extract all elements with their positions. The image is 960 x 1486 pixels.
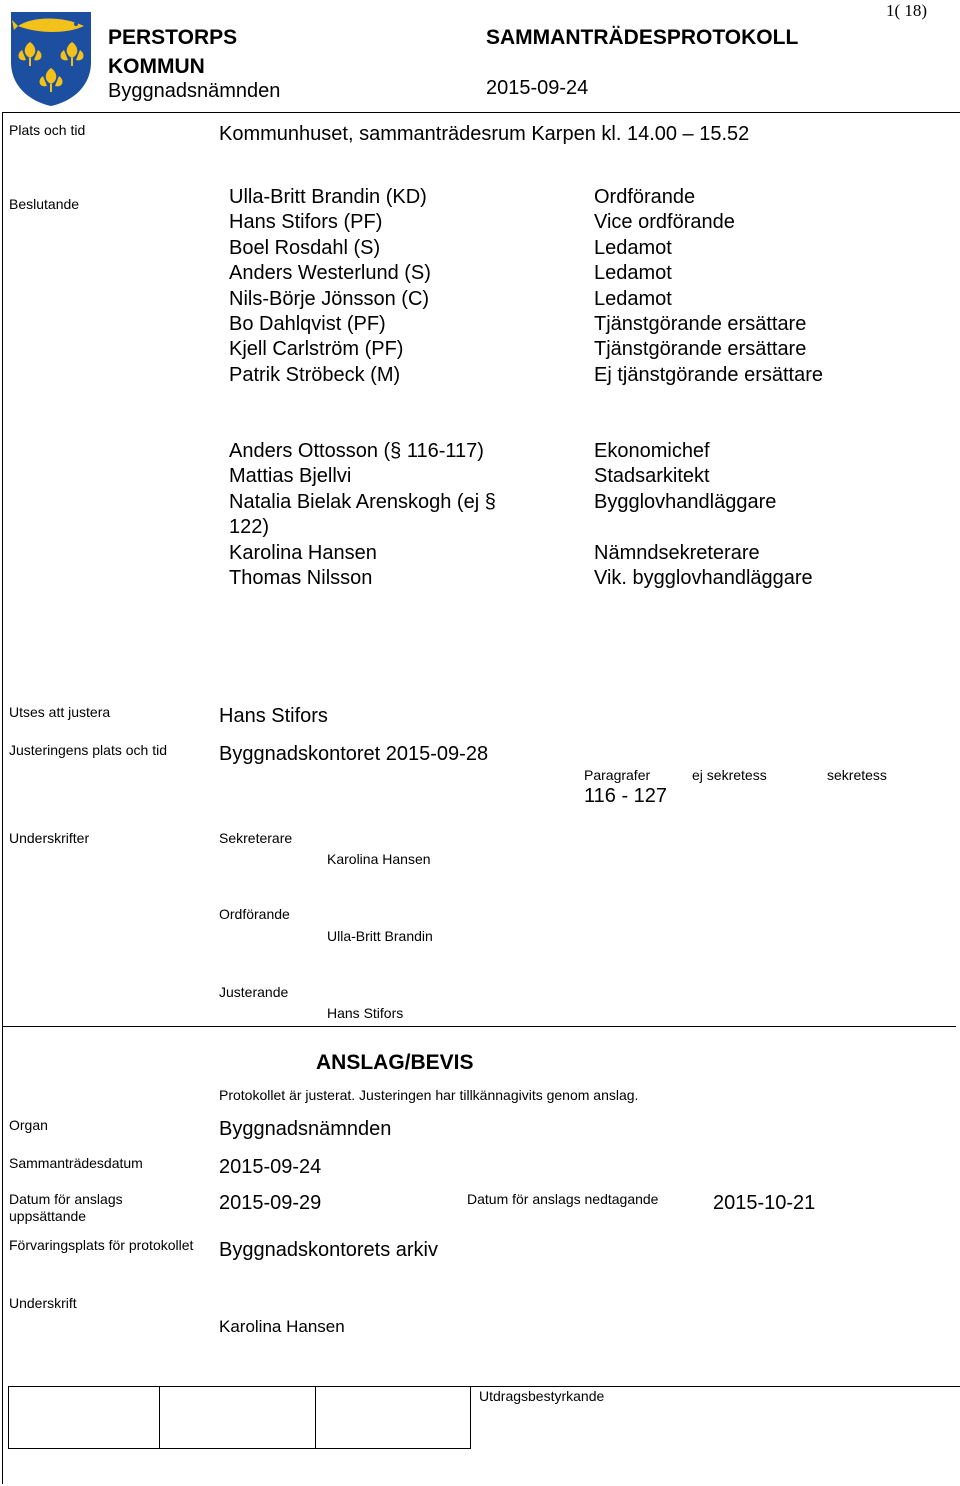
member-role: Ej tjänstgörande ersättare <box>594 363 824 386</box>
notice-statement: Protokollet är justerat. Justeringen har tillkännagivits genom anslag. <box>219 1087 639 1103</box>
storage-value: Byggnadskontorets arkiv <box>219 1239 439 1261</box>
adjuster-label: Utses att justera <box>9 704 111 720</box>
extract-divider <box>470 1386 471 1448</box>
adjuster-value: Hans Stifors <box>219 705 328 727</box>
other-role: Ekonomichef <box>594 440 710 462</box>
extract-rule-top <box>8 1386 960 1387</box>
signature-name: Hans Stifors <box>327 1005 404 1021</box>
signature-value: Karolina Hansen <box>219 1317 345 1336</box>
member-name: Boel Rosdahl (S) <box>229 236 381 259</box>
other-name: Anders Ottosson (§ 116-117) <box>229 440 484 462</box>
member-role: Ledamot <box>594 236 672 259</box>
org-name-line2: KOMMUN <box>108 55 205 78</box>
committee-name: Byggnadsnämnden <box>108 80 281 102</box>
posted-label-line2: uppsättande <box>9 1208 87 1224</box>
signature-label: Underskrift <box>9 1295 77 1311</box>
member-name: Anders Westerlund (S) <box>229 262 431 285</box>
meeting-date-value: 2015-09-24 <box>219 1156 322 1178</box>
place-time-value: Kommunhuset, sammanträdesrum Karpen kl. 14.00 – 15.52 <box>219 123 750 145</box>
page-number: 1( 18) <box>886 1 928 20</box>
removed-label: Datum för anslags nedtagande <box>467 1191 659 1207</box>
extract-rule-bottom <box>8 1448 471 1449</box>
other-role: Vik. bygglovhandläggare <box>594 567 813 590</box>
member-name: Nils-Börje Jönsson (C) <box>229 287 430 310</box>
deciding-names <box>229 185 431 388</box>
place-time-label: Plats och tid <box>9 122 86 138</box>
member-name: Bo Dahlqvist (PF) <box>229 313 386 336</box>
organ-value: Byggnadsnämnden <box>219 1118 392 1140</box>
deciding-label: Beslutande <box>9 196 80 212</box>
extract-divider <box>315 1386 316 1448</box>
header-rule <box>2 112 960 113</box>
member-role: Vice ordförande <box>594 211 735 234</box>
adjust-place-value: Byggnadskontoret 2015-09-28 <box>219 743 489 765</box>
other-role: Nämndsekreterare <box>594 541 760 564</box>
member-role: Ledamot <box>594 262 672 285</box>
meeting-date-label: Sammanträdesdatum <box>9 1155 143 1171</box>
no-secrecy-label: ej sekretess <box>692 767 767 783</box>
other-role <box>594 515 813 540</box>
secrecy-label: sekretess <box>827 767 887 783</box>
paragraphs-value: 116 - 127 <box>584 785 668 807</box>
extract-label: Utdragsbestyrkande <box>479 1388 605 1404</box>
member-name: Patrik Ströbeck (M) <box>229 363 401 386</box>
other-name: Karolina Hansen <box>229 541 377 564</box>
other-name: Mattias Bjellvi <box>229 465 352 488</box>
other-name: 122) <box>229 516 270 539</box>
signatures-label: Underskrifter <box>9 830 90 846</box>
member-role: Tjänstgörande ersättare <box>594 313 807 336</box>
org-name-line1: PERSTORPS <box>108 26 238 49</box>
adjust-place-label: Justeringens plats och tid <box>9 742 167 758</box>
member-role: Tjänstgörande ersättare <box>594 338 807 361</box>
other-role: Stadsarkitekt <box>594 465 710 488</box>
paragraphs-label: Paragrafer <box>584 767 651 783</box>
member-role: Ordförande <box>594 186 696 208</box>
notice-title: ANSLAG/BEVIS <box>316 1051 474 1074</box>
removed-value: 2015-10-21 <box>713 1192 816 1214</box>
member-name: Ulla-Britt Brandin (KD) <box>229 186 427 208</box>
organ-label: Organ <box>9 1117 48 1133</box>
left-border <box>2 112 3 1484</box>
signature-role: Ordförande <box>219 906 290 922</box>
extract-divider <box>159 1386 160 1448</box>
other-role: Bygglovhandläggare <box>594 490 777 513</box>
notice-rule <box>2 1026 956 1027</box>
signature-name: Karolina Hansen <box>327 851 431 867</box>
other-name: Natalia Bielak Arenskogh (ej § <box>229 490 496 513</box>
member-name: Hans Stifors (PF) <box>229 211 383 234</box>
posted-value: 2015-09-29 <box>219 1192 322 1214</box>
others-names <box>229 439 496 591</box>
posted-label-line1: Datum för anslags <box>9 1191 123 1207</box>
storage-label: Förvaringsplats för protokollet <box>9 1237 194 1253</box>
deciding-roles <box>594 185 823 388</box>
document-title: SAMMANTRÄDESPROTOKOLL <box>486 26 799 49</box>
other-name: Thomas Nilsson <box>229 567 373 590</box>
others-roles <box>594 439 813 591</box>
signature-name: Ulla-Britt Brandin <box>327 928 433 944</box>
meeting-date: 2015-09-24 <box>486 77 589 99</box>
signature-role: Sekreterare <box>219 830 293 846</box>
member-role: Ledamot <box>594 287 672 310</box>
member-name: Kjell Carlström (PF) <box>229 338 404 361</box>
extract-divider <box>8 1386 9 1448</box>
signature-role: Justerande <box>219 984 289 1000</box>
coat-of-arms-logo <box>8 10 94 108</box>
